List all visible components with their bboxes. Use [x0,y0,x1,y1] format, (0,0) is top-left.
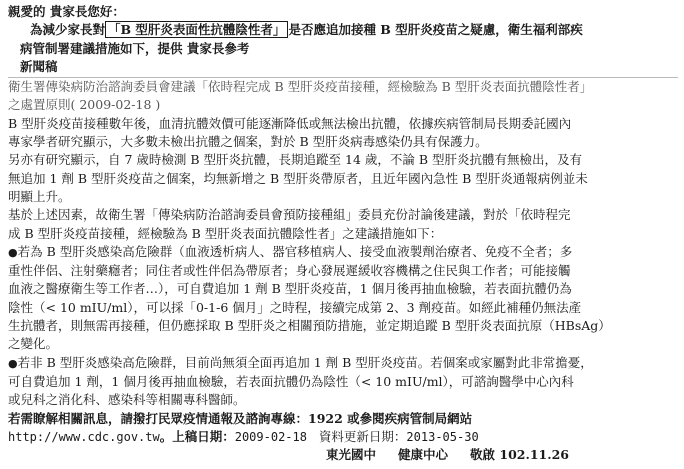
paragraph-1-line-1: B 型肝炎疫苗接種數年後，血清抗體效價可能逐漸降低或無法檢出抗體，依據疾病管制局長期委託國內 [8,115,572,131]
source-line [8,428,678,446]
bullet-1-line-4: 陰性（< 10 mIU/ml），可以採「0-1-6 個月」之時程，接續完成第 2、3 劑疫苗。如經此補種仍無法產 [8,299,582,315]
cdc-url-link[interactable]: http://www.cdc.gov.tw [8,429,160,444]
update-label: 資料更新日期： [318,428,407,444]
paragraph-1-line-2: 專家學者研究顯示，大多數未檢出抗體之個案，對於 B 型肝炎病毒感染仍具有保護力。 [8,134,488,150]
bullet-1-line-3: 血液之醫療衛生等工作者…），可自費追加 1 劑 B 型肝炎疫苗，1 個月後再抽血檢驗，若表面抗體仍為 [8,281,572,297]
intro-line-2: 病管制署建議措施如下，提供 貴家長參考 [20,40,250,56]
paragraph-2-line-3: 明顯上升。 [8,188,71,204]
bullet-dot-icon: ● [8,245,18,259]
bullet-1-text: 若為 B 型肝炎感染高危險群（血液透析病人、器官移植病人、接受血液製劑治療者、免疫不全者；多 [17,243,573,259]
bullet-1-line-6: 之變化。 [8,336,59,352]
publish-date: 2009-02-18 [234,429,307,444]
paragraph-3-line-2: 成 B 型肝炎疫苗接種，經檢驗為 B 型肝炎表面抗體陰性者」之建議措施如下： [8,225,443,241]
health-center: 健康中心 [398,447,449,463]
school-name: 東光國中 [326,447,377,463]
contact-line: 若需瞭解相關訊息，請撥打民眾疫情通報及諮詢專線：1922 或參閱疾病管制局網站 [8,410,473,426]
intro-prefix: 為減少家長對 [30,22,106,38]
publish-label: 。上稿日期： [159,428,235,444]
bullet-1-line-1 [8,243,678,262]
intro-boxed-term: 「B 型肝炎表面性抗體陰性者」 [105,21,288,38]
footer-signature [8,446,678,464]
closing-date: 敬啟 102.11.26 [470,447,569,463]
greeting: 親愛的 貴家長您好： [8,4,125,19]
bullet-1-line-2: 重性伴侶、注射藥癮者；同住者或性伴侶為帶原者；身心發展遲緩收容機構之住民與工作者；可能接觸 [8,263,571,279]
bullet-2-line-3: 或兒科之消化科、感染科等相關專科醫師。 [8,392,246,408]
paragraph-2-line-1: 另亦有研究顯示，自 7 歲時檢測 B 型肝炎抗體，長期追蹤至 14 歲，不論 B 型肝炎抗體有無檢出，及有 [8,152,583,168]
bullet-2-line-1 [8,354,678,373]
article-title-line-2: 之處置原則( 2009-02-18 ) [8,97,161,113]
bullet-2-line-2: 可自費追加 1 劑，1 個月後再抽血檢驗，若表面抗體仍為陰性（< 10 mIU/ml），可諮詢醫學中心內科 [8,373,574,389]
news-label: 新聞稿 [20,58,58,74]
bullet-dot-icon: ● [8,356,18,370]
article-title-line-1: 衛生署傳染病防治諮詢委員會建議「依時程完成 B 型肝炎疫苗接種，經檢驗為 B 型肝炎表面抗體陰性者」 [8,79,593,95]
update-date: 2013-05-30 [406,429,479,444]
bullet-1-line-5: 生抗體者，則無需再接種，但仍應採取 B 型肝炎之相關預防措施，並定期追蹤 B 型肝炎表面抗原（HBsAg） [8,318,611,334]
paragraph-2-line-2: 無追加 1 劑 B 型肝炎疫苗之個案，均無新增之 B 型肝炎帶原者，且近年國內急性 B 型肝炎通報病例並未 [8,170,588,186]
bullet-2-text: 若非 B 型肝炎感染高危險群，目前尚無須全面再追加 1 劑 B 型肝炎疫苗。若個案或家屬對此非常擔憂， [17,354,593,370]
intro-line-1 [8,21,678,39]
intro-suffix: 是否應追加接種 B 型肝炎疫苗之疑慮，衛生福利部疾 [288,22,583,38]
paragraph-3-line-1: 基於上述因素，故衛生署「傳染病防治諮詢委員會預防接種組」委員充份討論後建議，對於「依時程完 [8,207,571,223]
